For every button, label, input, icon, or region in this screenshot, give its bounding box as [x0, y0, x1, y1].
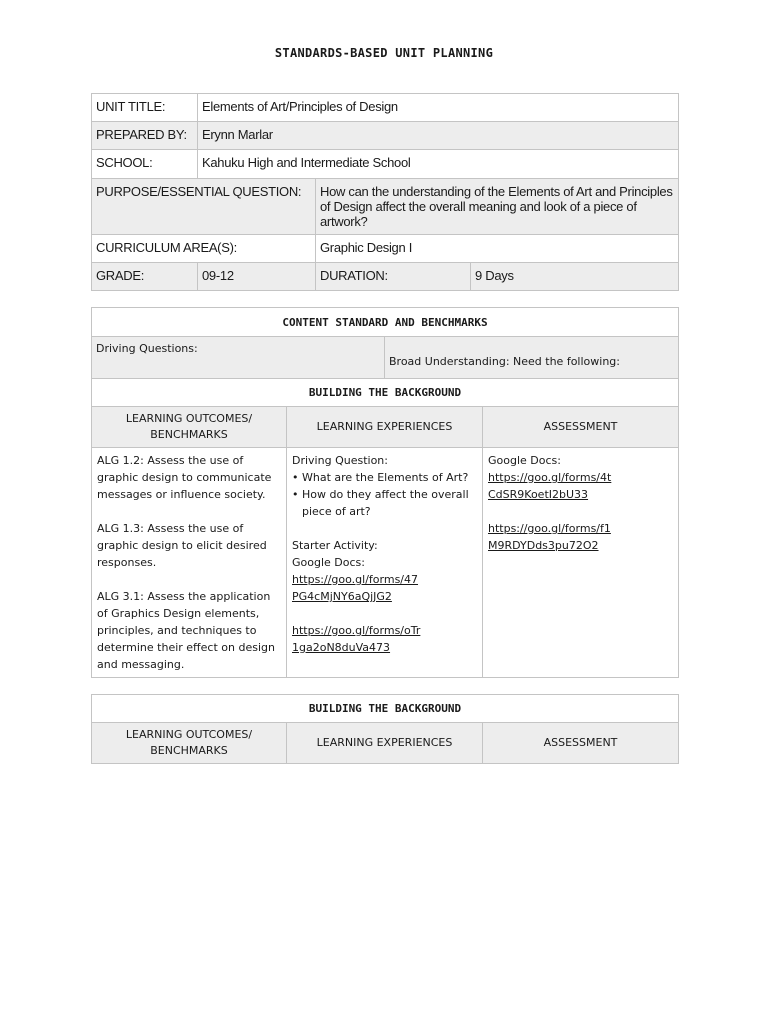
unit-title-value: Elements of Art/Principles of Design: [198, 94, 679, 122]
learning-experiences-header: LEARNING EXPERIENCES: [287, 407, 483, 448]
list-item: • What are the Elements of Art?: [292, 469, 478, 486]
building-background-heading: BUILDING THE BACKGROUND: [92, 379, 679, 407]
curriculum-label: CURRICULUM AREA(S):: [92, 235, 316, 263]
assessment-cell: [483, 448, 679, 678]
starter-form-link-1[interactable]: https://goo.gl/forms/47PG4cMjNY6aQjJG2: [292, 573, 419, 603]
purpose-value: How can the understanding of the Elements of Art and Principles of Design affect the overall meaning and look of a piece of artwork?: [316, 179, 679, 235]
broad-understanding-label: Broad Understanding: Need the following:: [385, 337, 679, 386]
driving-question-label: Driving Question:: [292, 454, 388, 467]
starter-form-link-2[interactable]: https://goo.gl/forms/oTr1ga2oN8duVa473: [292, 624, 421, 654]
content-standard-heading: CONTENT STANDARD AND BENCHMARKS: [92, 308, 679, 337]
document-title: STANDARDS-BASED UNIT PLANNING: [274, 46, 494, 60]
learning-outcomes-header: LEARNING OUTCOMES/ BENCHMARKS: [92, 723, 287, 764]
school-label: SCHOOL:: [92, 150, 198, 179]
grade-value: 09-12: [198, 263, 316, 291]
learning-outcomes-header: LEARNING OUTCOMES/ BENCHMARKS: [92, 407, 287, 448]
prepared-by-label: PREPARED BY:: [92, 122, 198, 150]
outcome-item: ALG 1.2: Assess the use of graphic design to communicate messages or influence society.: [97, 454, 272, 501]
experiences-cell: [287, 448, 483, 678]
list-item: • How do they affect the overall piece of art?: [292, 486, 478, 520]
google-docs-label: Google Docs:: [292, 556, 365, 569]
prepared-by-value: Erynn Marlar: [198, 122, 679, 150]
curriculum-value: Graphic Design I: [316, 235, 679, 263]
unit-title-label: UNIT TITLE:: [92, 94, 198, 122]
school-value: Kahuku High and Intermediate School: [198, 150, 679, 179]
building-background-heading: BUILDING THE BACKGROUND: [92, 695, 679, 723]
outcome-item: ALG 1.3: Assess the use of graphic design to elicit desired responses.: [97, 522, 267, 569]
starter-activity-label: Starter Activity:: [292, 539, 378, 552]
purpose-label: PURPOSE/ESSENTIAL QUESTION:: [92, 179, 316, 235]
driving-question-list: [292, 469, 478, 520]
assessment-header: ASSESSMENT: [483, 723, 679, 764]
outcomes-cell: [92, 448, 287, 678]
grade-label: GRADE:: [92, 263, 198, 291]
duration-value: 9 Days: [471, 263, 679, 291]
duration-label: DURATION:: [316, 263, 471, 291]
driving-questions-label: Driving Questions:: [92, 337, 385, 386]
learning-experiences-header: LEARNING EXPERIENCES: [287, 723, 483, 764]
content-standard-table: [91, 307, 679, 386]
assessment-header: ASSESSMENT: [483, 407, 679, 448]
outcome-item: ALG 3.1: Assess the application of Graphics Design elements, principles, and techniques to determine their effect on design and messaging.: [97, 590, 275, 671]
building-background-table-2: [91, 694, 679, 764]
google-docs-label: Google Docs:: [488, 454, 561, 467]
assessment-form-link-2[interactable]: https://goo.gl/forms/f1M9RDYDds3pu72O2: [488, 522, 611, 552]
assessment-form-link-1[interactable]: https://goo.gl/forms/4tCdSR9KoetI2bU33: [488, 471, 612, 501]
building-background-table: [91, 378, 679, 678]
unit-info-table: [91, 93, 679, 291]
